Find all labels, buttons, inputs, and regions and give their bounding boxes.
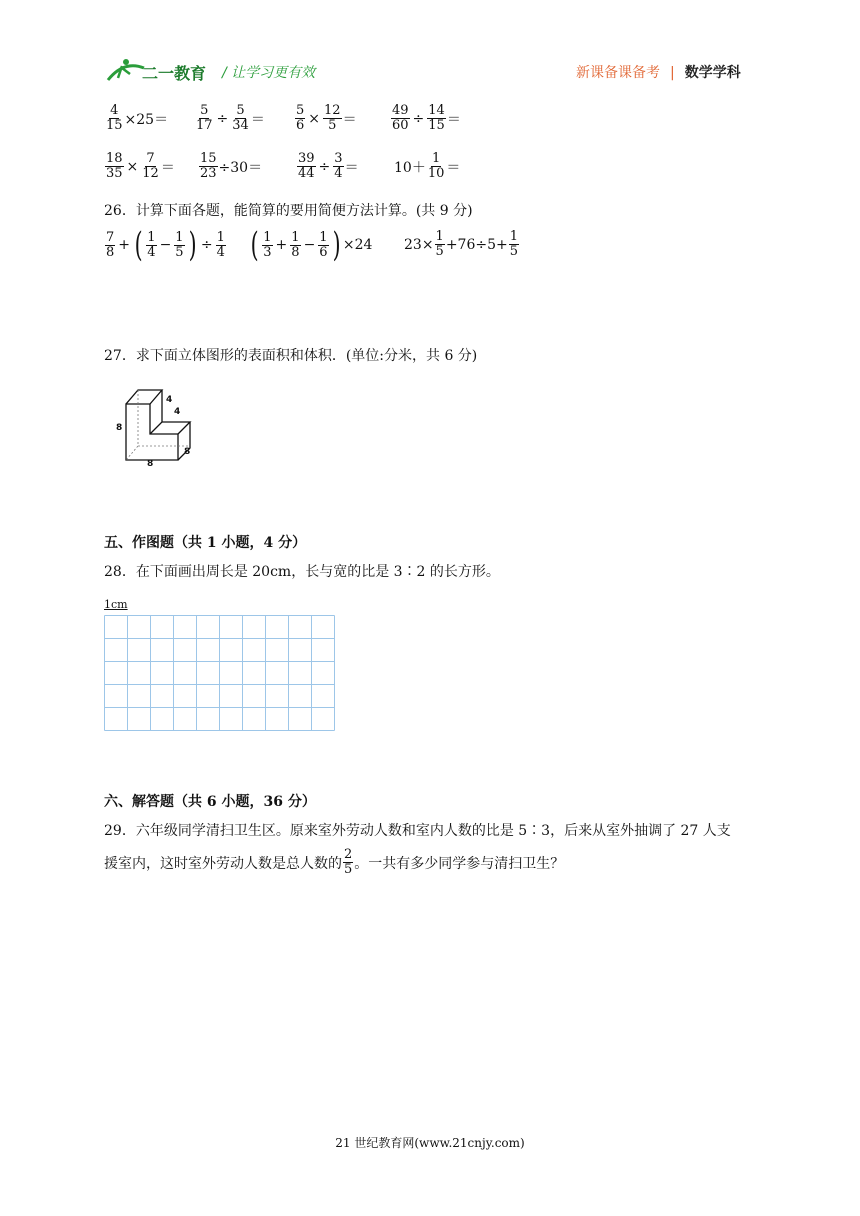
drawing-grid[interactable] (104, 615, 338, 731)
q29-line1: 29．六年级同学清扫卫生区。原来室外劳动人数和室内人数的比是 5∶3，后来从室外抽调了 27 人支 (104, 823, 731, 839)
section-6-heading: 六、解答题（共 6 小题，36 分） (104, 794, 316, 810)
calc-r1-e4: $\frac{49}{60}$ ÷ $\frac{14}{15}$ ＝ (392, 103, 461, 133)
q27-text: 27．求下面立体图形的表面积和体积．(单位:分米，共 6 分) (104, 348, 478, 364)
grid-scale-label: 1cm (104, 598, 128, 611)
logo (104, 56, 214, 90)
l-shaped-solid-figure (112, 384, 202, 468)
calc-r2-e4: 10＋ $\frac{1}{10}$ ＝ (394, 151, 461, 181)
dim-label-top2: 4 (174, 407, 181, 417)
dim-label-right: 8 (184, 447, 191, 457)
dim-label-bottom: 8 (147, 459, 154, 468)
q26-expr-1: $\frac{7}{8}$ + ( $\frac{1}{4}$ − $\frac{1}{5}$ ) ÷ $\frac{1}{4}$ (106, 225, 225, 265)
header-right-b: 数学学科 (684, 65, 741, 81)
calc-r2-e2: $\frac{15}{23}$ ÷30＝ (200, 151, 263, 181)
q29-line2: 援室内，这时室外劳动人数是总人数的 $\frac{2}{5}$ 。一共有多少同学参与清扫卫生？ (104, 847, 565, 877)
calc-r1-e3: $\frac{5}{6}$ × $\frac{12}{5}$ ＝ (296, 103, 357, 133)
header-subject (576, 62, 741, 82)
q26-expr-3: 23× $\frac{1}{5}$ +76÷5+ $\frac{1}{5}$ (404, 229, 519, 259)
calc-r1-e1: $\frac{4}{15}$ ×25＝ (106, 103, 169, 133)
footer: 21 世纪教育网(www.21cnjy.com) (335, 1136, 525, 1150)
q28-text: 28．在下面画出周长是 20cm，长与宽的比是 3∶2 的长方形。 (104, 564, 500, 580)
q26-text: 26．计算下面各题，能简算的要用简便方法计算。(共 9 分) (104, 203, 473, 219)
dim-label-left: 8 (116, 423, 123, 433)
logo-text: 二一教育 (142, 64, 207, 83)
calc-r2-e3: $\frac{39}{44}$ ÷ $\frac{3}{4}$ ＝ (298, 151, 359, 181)
dim-label-top1: 4 (166, 395, 173, 405)
slogan: / 让学习更有效 (222, 65, 316, 81)
q26-expr-2: ( $\frac{1}{3}$ + $\frac{1}{8}$ − $\frac{1}{6}$ ) ×24 (250, 225, 373, 265)
logo-runner-icon (104, 56, 214, 86)
calc-r2-e1: $\frac{18}{35}$ × $\frac{7}{12}$ ＝ (106, 151, 175, 181)
calc-r1-e2: $\frac{5}{17}$ ÷ $\frac{5}{34}$ ＝ (196, 103, 265, 133)
header-right-a: 新课备课备考 (576, 65, 660, 81)
header-separator: | (670, 65, 675, 81)
section-5-heading: 五、作图题（共 1 小题，4 分） (104, 535, 307, 551)
